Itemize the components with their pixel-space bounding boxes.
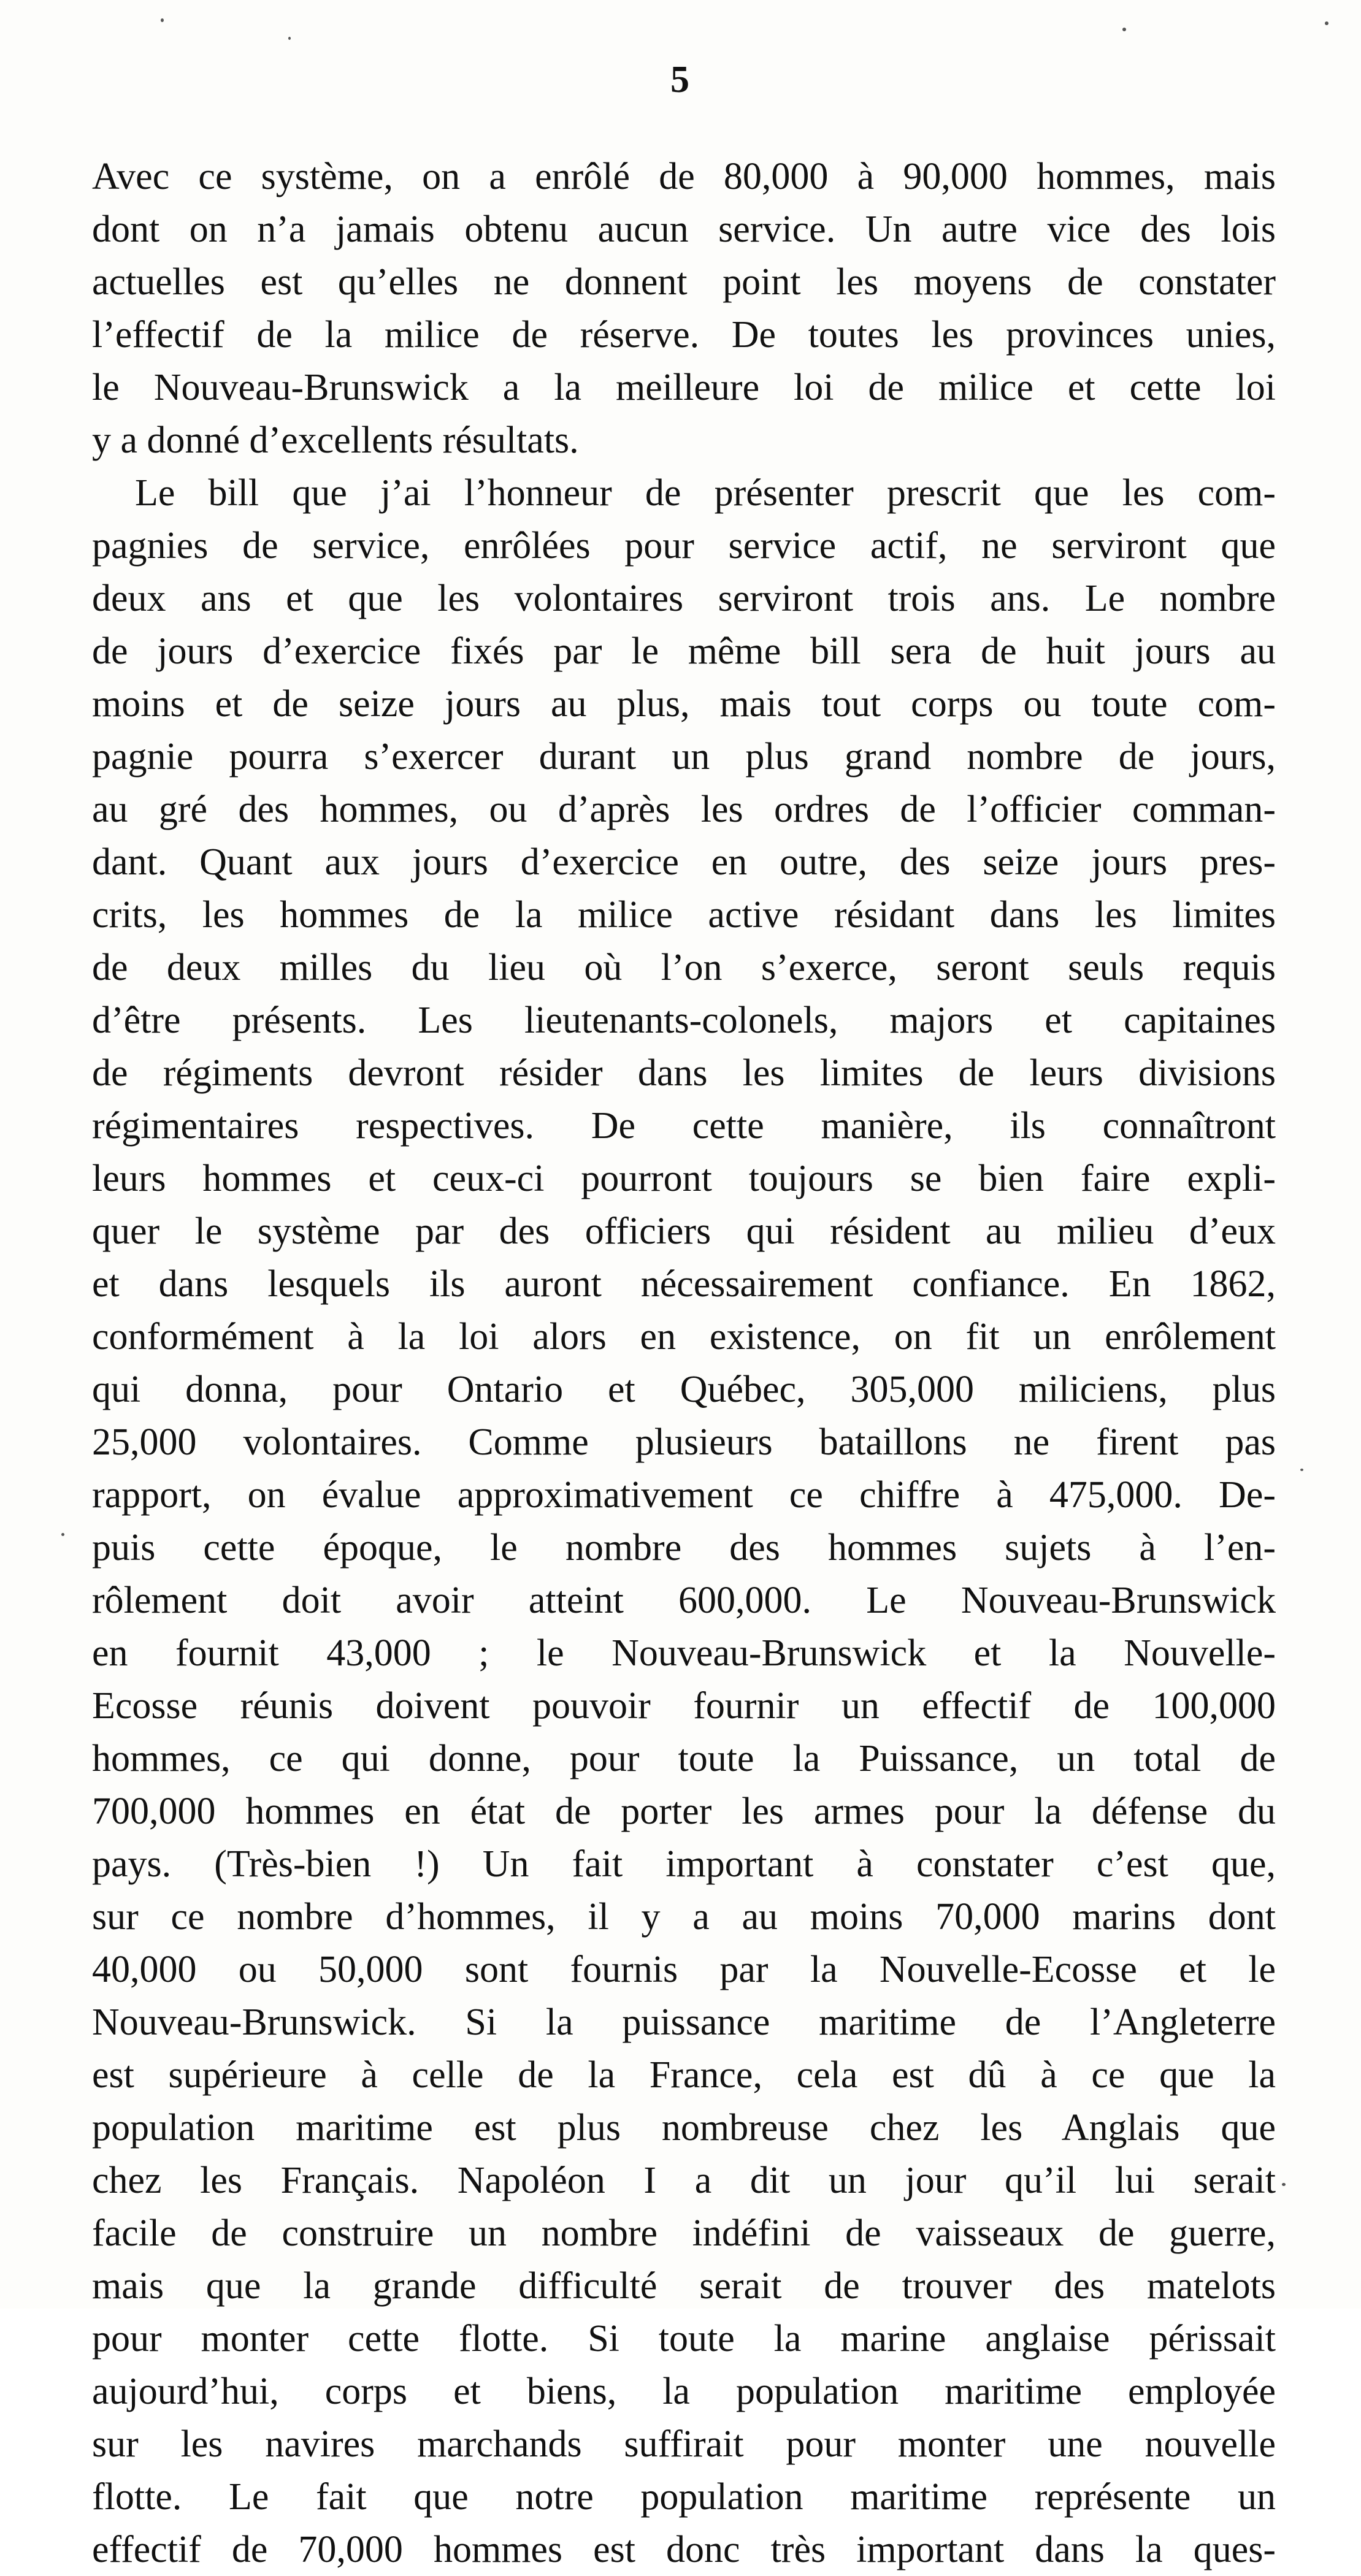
text-line: rôlement doit avoir atteint 600,000. Le Nouveau-Brunswick xyxy=(92,1580,1276,1621)
text-line: chez les Français. Napoléon I a dit un jour qu’il lui serait xyxy=(92,2160,1276,2201)
text-line: Nouveau-Brunswick. Si la puissance maritime de l’Angleterre xyxy=(92,2001,1276,2043)
print-speck xyxy=(1122,28,1126,31)
text-line: moins et de seize jours au plus, mais tout corps ou toute com- xyxy=(92,683,1276,725)
text-line: sur ce nombre d’hommes, il y a au moins 70,000 marins dont xyxy=(92,1896,1276,1938)
text-line: actuelles est qu’elles ne donnent point les moyens de constater xyxy=(92,261,1276,303)
text-line: aujourd’hui, corps et biens, la population maritime employée xyxy=(92,2371,1276,2412)
page-number: 5 xyxy=(670,59,691,101)
text-line: est supérieure à celle de la France, cela est dû à ce que la xyxy=(92,2054,1276,2096)
text-line: hommes, ce qui donne, pour toute la Puissance, un total de xyxy=(92,1738,1276,1779)
print-speck xyxy=(161,18,164,22)
text-line: Ecosse réunis doivent pouvoir fournir un effectif de 100,000 xyxy=(92,1685,1276,1727)
text-line: dant. Quant aux jours d’exercice en outre, des seize jours pres- xyxy=(92,841,1276,883)
text-line: 700,000 hommes en état de porter les armes pour la défense du xyxy=(92,1791,1276,1832)
text-line: et dans lesquels ils auront nécessairement confiance. En 1862, xyxy=(92,1263,1276,1305)
text-line: le Nouveau-Brunswick a la meilleure loi de milice et cette loi xyxy=(92,367,1276,408)
text-line: d’être présents. Les lieutenants-colonels, majors et capitaines xyxy=(92,999,1276,1041)
text-line: puis cette époque, le nombre des hommes sujets à l’en- xyxy=(92,1527,1276,1569)
text-line: population maritime est plus nombreuse chez les Anglais que xyxy=(92,2107,1276,2149)
print-speck xyxy=(1300,1469,1303,1471)
text-line: rapport, on évalue approximativement ce chiffre à 475,000. De- xyxy=(92,1474,1276,1516)
text-line: 40,000 ou 50,000 sont fournis par la Nouvelle-Ecosse et le xyxy=(92,1949,1276,1990)
print-speck xyxy=(288,37,291,40)
text-line: pagnies de service, enrôlées pour service actif, ne serviront que xyxy=(92,525,1276,567)
text-line: conformément à la loi alors en existence, on fit un enrôlement xyxy=(92,1316,1276,1358)
text-line: effectif de 70,000 hommes est donc très important dans la ques- xyxy=(92,2529,1276,2570)
text-line: dont on n’a jamais obtenu aucun service. Un autre vice des lois xyxy=(92,208,1276,250)
text-line: y a donné d’excellents résultats. xyxy=(92,419,579,461)
text-line: facile de construire un nombre indéfini de vaisseaux de guerre, xyxy=(92,2212,1276,2254)
text-line: au gré des hommes, ou d’après les ordres de l’officier comman- xyxy=(92,789,1276,830)
print-speck xyxy=(61,1533,64,1536)
text-line: flotte. Le fait que notre population maritime représente un xyxy=(92,2476,1276,2518)
text-line: en fournit 43,000 ; le Nouveau-Brunswick et la Nouvelle- xyxy=(92,1632,1276,1674)
text-line: qui donna, pour Ontario et Québec, 305,000 miliciens, plus xyxy=(92,1369,1276,1410)
text-line: l’effectif de la milice de réserve. De toutes les provinces unies, xyxy=(92,314,1276,356)
text-line: régimentaires respectives. De cette manière, ils connaîtront xyxy=(92,1105,1276,1147)
text-line: sur les navires marchands suffirait pour monter une nouvelle xyxy=(92,2423,1276,2465)
text-line: deux ans et que les volontaires serviront trois ans. Le nombre xyxy=(92,578,1276,619)
print-speck xyxy=(1282,2183,1286,2186)
print-speck xyxy=(1325,21,1328,25)
text-line: quer le système par des officiers qui résident au milieu d’eux xyxy=(92,1210,1276,1252)
text-line: Le bill que j’ai l’honneur de présenter prescrit que les com- xyxy=(135,472,1276,514)
text-line: mais que la grande difficulté serait de trouver des matelots xyxy=(92,2265,1276,2307)
text-line: de jours d’exercice fixés par le même bill sera de huit jours au xyxy=(92,630,1276,672)
text-line: crits, les hommes de la milice active résidant dans les limites xyxy=(92,894,1276,936)
text-line: leurs hommes et ceux-ci pourront toujours se bien faire expli- xyxy=(92,1158,1276,1199)
text-line: 25,000 volontaires. Comme plusieurs bataillons ne firent pas xyxy=(92,1421,1276,1463)
text-line: pays. (Très-bien !) Un fait important à constater c’est que, xyxy=(92,1843,1276,1885)
text-line: Avec ce système, on a enrôlé de 80,000 à 90,000 hommes, mais xyxy=(92,156,1276,197)
body-text xyxy=(92,150,1276,2576)
text-line: de régiments devront résider dans les limites de leurs divisions xyxy=(92,1052,1276,1094)
text-line: pagnie pourra s’exercer durant un plus grand nombre de jours, xyxy=(92,736,1276,778)
text-line: pour monter cette flotte. Si toute la marine anglaise périssait xyxy=(92,2318,1276,2360)
text-line: de deux milles du lieu où l’on s’exerce, seront seuls requis xyxy=(92,947,1276,988)
